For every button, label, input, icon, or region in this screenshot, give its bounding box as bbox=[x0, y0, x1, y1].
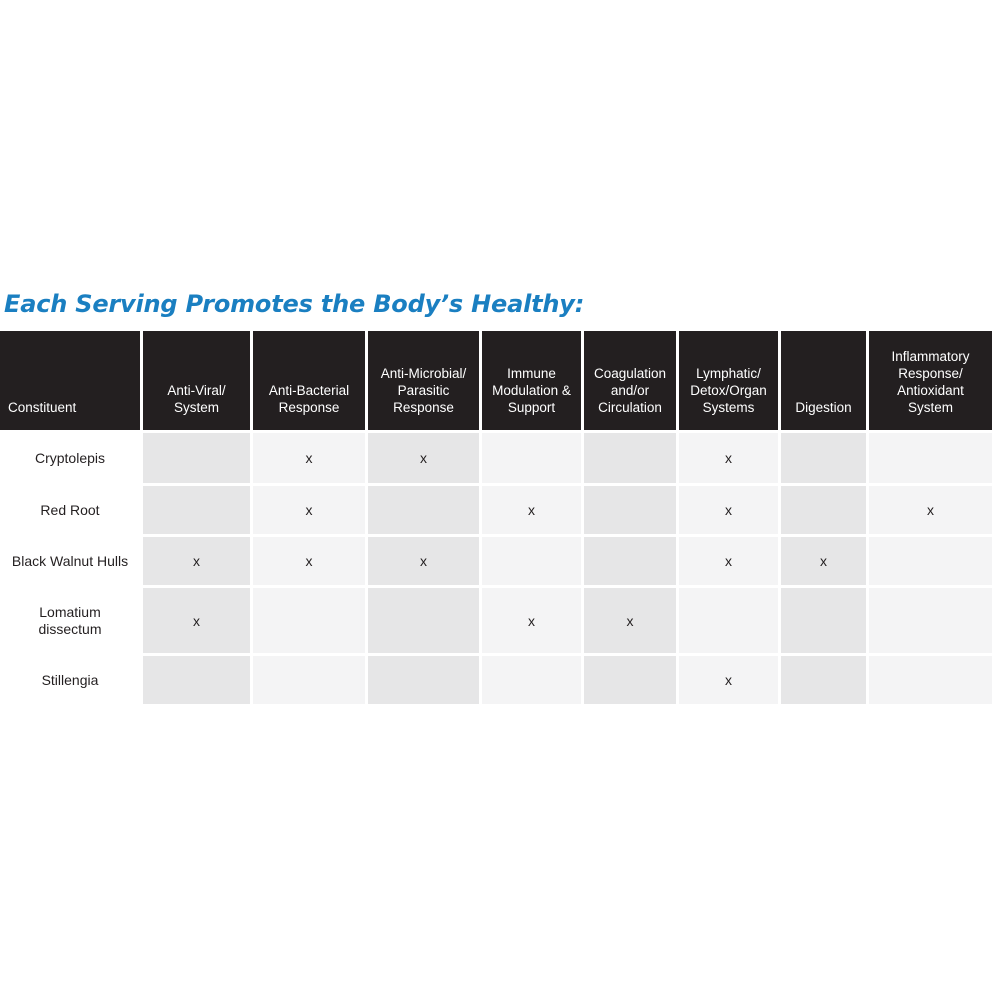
table-cell: x bbox=[253, 537, 365, 585]
table-cell bbox=[368, 588, 479, 653]
table-cell bbox=[253, 588, 365, 653]
table-cell bbox=[781, 588, 866, 653]
table-cell bbox=[679, 588, 778, 653]
table-cell bbox=[869, 656, 992, 704]
table-cell: x bbox=[143, 537, 250, 585]
table-cell: x bbox=[679, 656, 778, 704]
constituent-table bbox=[0, 331, 992, 704]
table-cell bbox=[482, 537, 581, 585]
header-anti-viral: Anti-Viral/ System bbox=[143, 331, 250, 430]
table-cell: x bbox=[781, 537, 866, 585]
table-cell: x bbox=[482, 588, 581, 653]
table-cell bbox=[584, 433, 676, 483]
table-cell bbox=[584, 656, 676, 704]
table-cell bbox=[482, 433, 581, 483]
table-cell bbox=[781, 656, 866, 704]
page-title: Each Serving Promotes the Body’s Healthy: bbox=[4, 290, 585, 318]
header-immune: Immune Modulation & Support bbox=[482, 331, 581, 430]
table-cell: x bbox=[368, 433, 479, 483]
table-cell bbox=[253, 656, 365, 704]
table-cell bbox=[143, 656, 250, 704]
table-cell: x bbox=[869, 486, 992, 534]
row-constituent-name: Stillengia bbox=[0, 656, 140, 704]
row-constituent-name: Lomatium dissectum bbox=[0, 588, 140, 653]
table-cell: x bbox=[368, 537, 479, 585]
row-constituent-name: Black Walnut Hulls bbox=[0, 537, 140, 585]
header-anti-microbial: Anti-Microbial/ Parasitic Response bbox=[368, 331, 479, 430]
header-inflammatory: Inflammatory Response/ Antioxidant System bbox=[869, 331, 992, 430]
table-cell bbox=[482, 656, 581, 704]
table-cell bbox=[781, 486, 866, 534]
header-coagulation: Coagulation and/or Circulation bbox=[584, 331, 676, 430]
table-cell: x bbox=[679, 537, 778, 585]
table-cell bbox=[781, 433, 866, 483]
header-anti-bacterial: Anti-Bacterial Response bbox=[253, 331, 365, 430]
table-cell: x bbox=[143, 588, 250, 653]
table-cell bbox=[368, 656, 479, 704]
table-cell: x bbox=[679, 433, 778, 483]
table-cell: x bbox=[253, 433, 365, 483]
table-cell: x bbox=[679, 486, 778, 534]
table-cell bbox=[869, 588, 992, 653]
header-lymphatic: Lymphatic/ Detox/Organ Systems bbox=[679, 331, 778, 430]
table-cell: x bbox=[482, 486, 581, 534]
table-cell: x bbox=[253, 486, 365, 534]
table-cell bbox=[869, 537, 992, 585]
table-cell bbox=[143, 433, 250, 483]
table-cell bbox=[584, 486, 676, 534]
header-digestion: Digestion bbox=[781, 331, 866, 430]
header-constituent: Constituent bbox=[0, 331, 140, 430]
table-cell bbox=[584, 537, 676, 585]
table-cell: x bbox=[584, 588, 676, 653]
table-cell bbox=[869, 433, 992, 483]
row-constituent-name: Cryptolepis bbox=[0, 433, 140, 483]
table-cell bbox=[143, 486, 250, 534]
row-constituent-name: Red Root bbox=[0, 486, 140, 534]
table-cell bbox=[368, 486, 479, 534]
